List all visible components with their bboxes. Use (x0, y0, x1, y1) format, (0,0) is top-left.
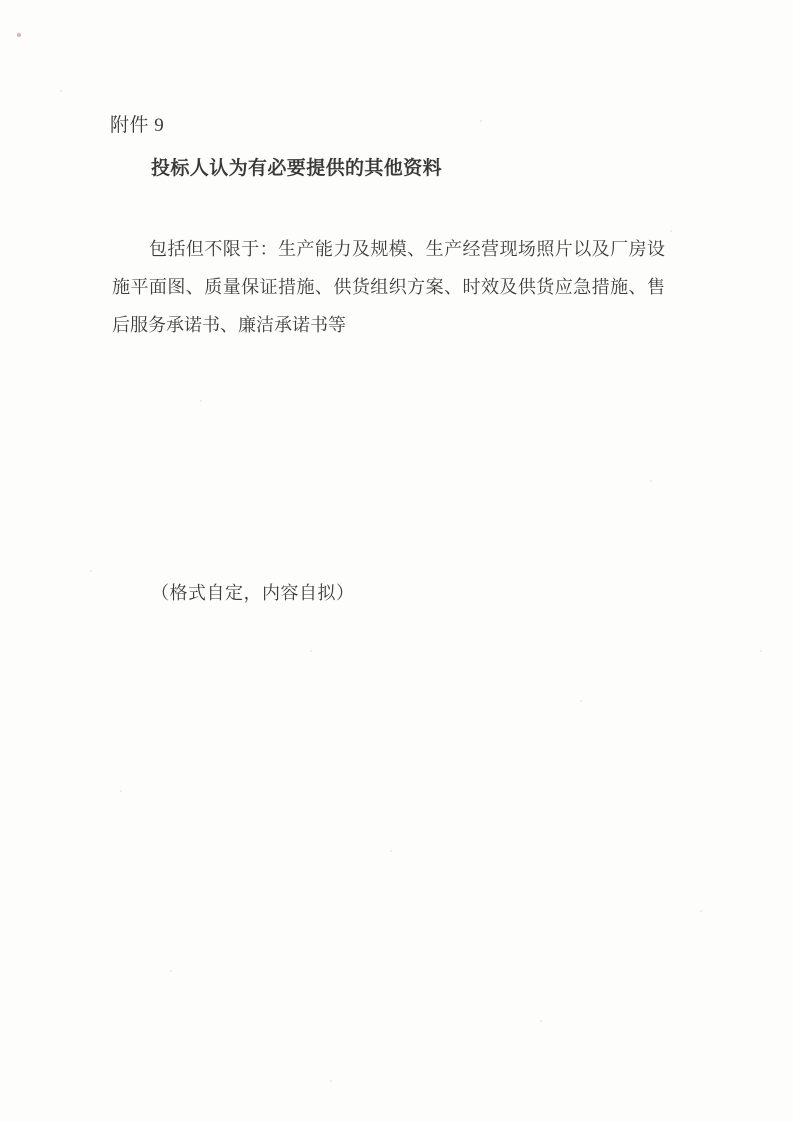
ink-speck (17, 33, 21, 37)
scan-noise-specks (60, 90, 62, 92)
body-line: 施平面图、质量保证措施、供货组织方案、时效及供货应急措施、售 (112, 277, 665, 297)
document-title: 投标人认为有必要提供的其他资料 (151, 158, 443, 179)
body-line: 后服务承诺书、廉洁承诺书等 (112, 315, 346, 335)
attachment-number-label: 附件 9 (110, 115, 165, 136)
body-line: 包括但不限于：生产能力及规模、生产经营现场照片以及厂房设 (149, 239, 665, 259)
body-paragraph (112, 230, 665, 344)
format-note: （格式自定，内容自拟） (151, 583, 355, 603)
